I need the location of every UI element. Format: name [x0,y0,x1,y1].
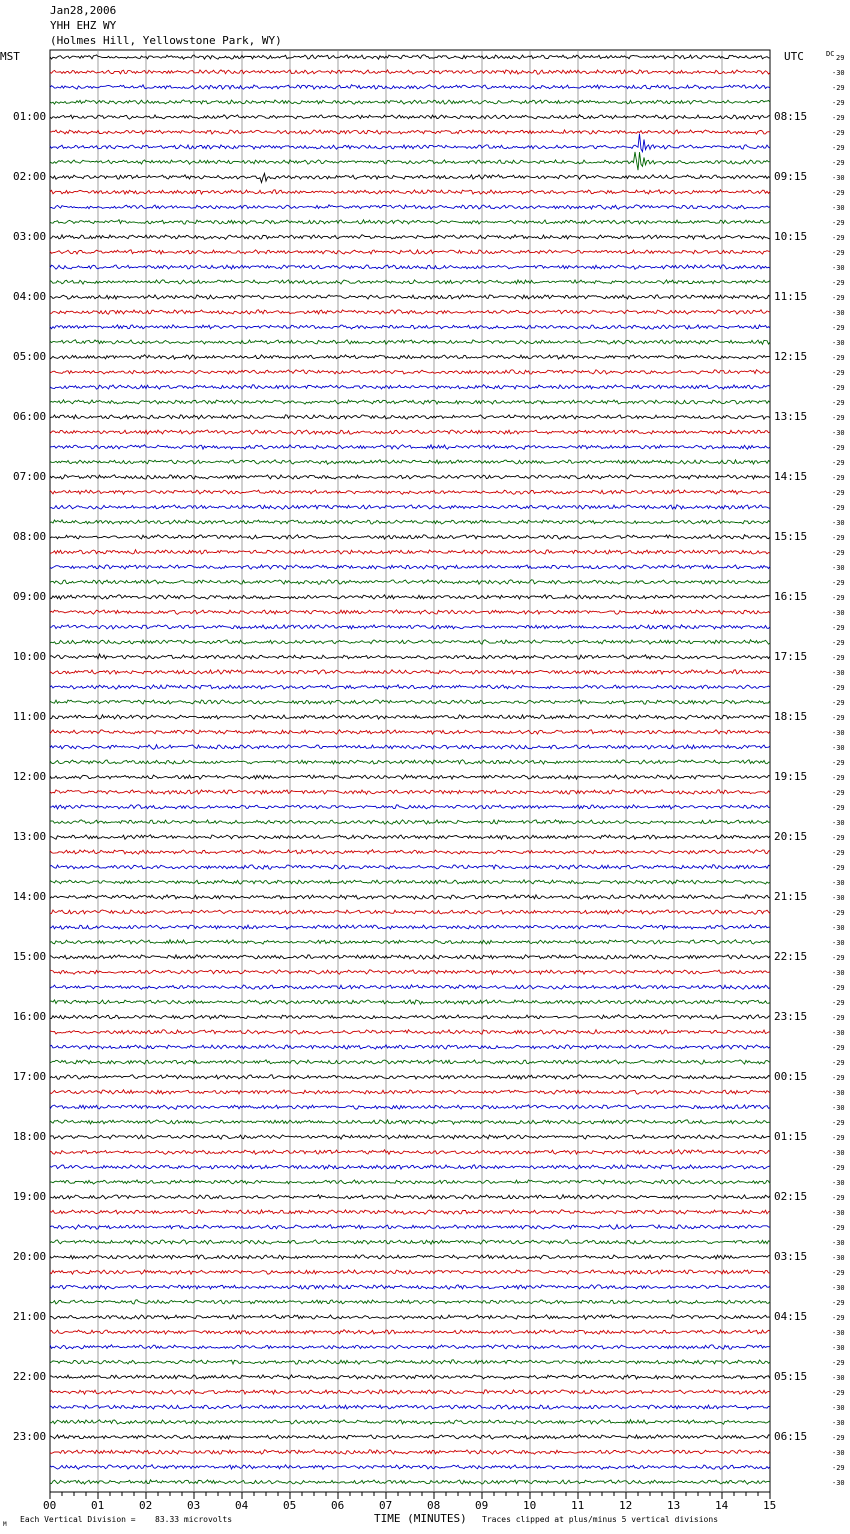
utc-hour-label: 01:15 [774,1130,808,1143]
dc-offset-label: -30 [832,1479,845,1487]
trace-row [50,1285,770,1289]
trace-row [50,220,770,224]
dc-offset-label: -29 [832,219,845,227]
x-tick-label: 08 [427,1499,441,1512]
dc-offset-label: -30 [832,1284,845,1292]
dc-offset-label: -30 [832,879,845,887]
right-axis-title: UTC [784,50,804,63]
dc-offset-label: -29 [832,129,845,137]
x-tick-label: 01 [91,1499,105,1512]
dc-offset-label: -29 [832,459,845,467]
dc-offset-label: -30 [832,609,845,617]
trace-row [50,490,770,494]
dc-offset-label: -29 [832,594,845,602]
trace-row [50,355,770,359]
trace-row [50,1375,770,1379]
dc-offset-label: -29 [832,159,845,167]
dc-offset-label: -29 [832,579,845,587]
trace-row [50,895,770,899]
trace-row [50,805,770,809]
trace-row [50,1300,770,1304]
trace-row [50,370,770,374]
dc-offset-label: -30 [832,264,845,272]
dc-offset-label: -29 [832,984,845,992]
mst-hour-label: 07:00 [13,470,47,483]
dc-offset-label: -30 [832,744,845,752]
dc-offset-label: -29 [832,624,845,632]
trace-row [50,505,770,510]
trace-row [50,985,770,990]
trace-row [50,1255,770,1259]
dc-offset-label: -30 [832,174,845,182]
dc-offset-label: -29 [832,1224,845,1232]
x-axis-title: TIME (MINUTES) [374,1512,467,1525]
trace-row [50,835,770,840]
dc-offset-label: -29 [832,399,845,407]
dc-offset-label: -30 [832,1149,845,1157]
mst-hour-label: 17:00 [13,1070,47,1083]
trace-row [50,1315,770,1320]
mst-hour-label: 12:00 [13,770,47,783]
trace-row [50,940,770,944]
dc-offset-label: -29 [832,444,845,452]
mst-hour-label: 08:00 [13,530,47,543]
trace-row [50,460,770,465]
trace-row [50,850,770,854]
trace-row [50,1360,770,1364]
dc-offset-label: -29 [832,1119,845,1127]
dc-offset-label: 29 [836,54,845,62]
mst-hour-label: 02:00 [13,170,47,183]
trace-row [50,1225,770,1230]
trace-row [50,1345,770,1349]
dc-offset-label: -29 [832,639,845,647]
trace-row [50,134,770,152]
dc-offset-label: -29 [832,1434,845,1442]
utc-hour-label: 15:15 [774,530,808,543]
trace-row [50,1150,770,1155]
dc-offset-label: -30 [832,1419,845,1427]
trace-row [50,1180,770,1184]
x-tick-label: 12 [619,1499,633,1512]
scale-prefix: Each Vertical Division = [20,1515,136,1524]
trace-row [50,880,770,884]
trace-row [50,1090,770,1094]
trace-row [50,190,770,194]
dc-offset-label: -29 [832,804,845,812]
dc-offset-label: -30 [832,1239,845,1247]
trace-row [50,1045,770,1049]
utc-hour-label: 22:15 [774,950,808,963]
mst-hour-label: 22:00 [13,1370,47,1383]
dc-offset-label: -30 [832,339,845,347]
x-tick-label: 15 [763,1499,777,1512]
dc-offset-label: -29 [832,1299,845,1307]
trace-row [50,55,770,59]
dc-offset-label: -29 [832,759,845,767]
utc-hour-label: 09:15 [774,170,808,183]
trace-row [50,205,770,209]
dc-offset-label: -29 [832,684,845,692]
dc-offset-label: -29 [832,354,845,362]
mst-hour-label: 23:00 [13,1430,47,1443]
dc-offset-label: -29 [832,1389,845,1397]
dc-offset-label: -29 [832,1359,845,1367]
x-tick-label: 05 [283,1499,297,1512]
trace-row [50,265,770,269]
dc-offset-label: -29 [832,279,845,287]
dc-offset-label: -30 [832,564,845,572]
plot-date: Jan28,2006 [50,4,117,17]
trace-row [50,400,770,404]
trace-row [50,820,770,824]
trace-row [50,70,770,74]
dc-offset-label: -29 [832,114,845,122]
utc-hour-label: 13:15 [774,410,808,423]
trace-row [50,173,770,182]
mst-hour-label: 15:00 [13,950,47,963]
dc-offset-label: -29 [832,864,845,872]
trace-row [50,970,770,974]
mst-hour-label: 20:00 [13,1250,47,1263]
dc-offset-label: -29 [832,249,845,257]
trace-row [50,130,770,134]
utc-hour-label: 18:15 [774,710,808,723]
utc-hour-label: 12:15 [774,350,808,363]
dc-offset-label: -29 [832,414,845,422]
mst-hour-label: 06:00 [13,410,47,423]
trace-row [50,250,770,254]
mst-hour-label: 10:00 [13,650,47,663]
x-tick-label: 09 [475,1499,489,1512]
dc-offset-label: -29 [832,1314,845,1322]
dc-offset-label: -30 [832,1104,845,1112]
dc-offset-label: -29 [832,99,845,107]
dc-offset-label: -30 [832,1254,845,1262]
dc-offset-label: -29 [832,789,845,797]
trace-row [50,1480,770,1484]
x-tick-label: 03 [187,1499,201,1512]
dc-offset-label: -29 [832,1014,845,1022]
dc-offset-label: -30 [832,1329,845,1337]
trace-row [50,1330,770,1335]
trace-row [50,535,770,540]
trace-row [50,1390,770,1394]
dc-offset-label: -29 [832,489,845,497]
trace-row [50,685,770,690]
dc-offset-label: -29 [832,849,845,857]
trace-row [50,595,770,599]
trace-row [50,1195,770,1199]
trace-row [50,610,770,615]
trace-row [50,1120,770,1124]
dc-offset-label: -30 [832,429,845,437]
trace-row [50,1015,770,1019]
trace-row [50,1060,770,1064]
trace-row [50,1135,770,1139]
trace-row [50,1000,770,1004]
dc-offset-label: -29 [832,774,845,782]
scale-value: 83.33 microvolts [155,1515,233,1524]
dc-offset-label: -30 [832,519,845,527]
trace-row [50,910,770,914]
trace-row [50,152,770,170]
mst-hour-label: 04:00 [13,290,47,303]
dc-offset-label: -30 [832,1089,845,1097]
dc-offset-label: -29 [832,144,845,152]
left-axis-title: MST [0,50,20,63]
utc-hour-label: 23:15 [774,1010,808,1023]
dc-offset-label: -29 [832,534,845,542]
mst-hour-label: 09:00 [13,590,47,603]
utc-hour-label: 06:15 [774,1430,808,1443]
x-tick-label: 13 [667,1499,681,1512]
trace-row [50,1165,770,1169]
trace-row [50,730,770,734]
trace-row [50,280,770,284]
dc-offset-label: -29 [832,84,845,92]
trace-row [50,1435,770,1439]
dc-offset-label: -30 [832,729,845,737]
trace-row [50,1240,770,1244]
dc-offset-label: -29 [832,699,845,707]
utc-hour-label: 16:15 [774,590,808,603]
dc-offset-label: -29 [832,474,845,482]
dc-offset-label: -29 [832,1194,845,1202]
dc-offset-label: -30 [832,1179,845,1187]
corner-mark: M [3,1521,7,1528]
dc-offset-label: -29 [832,504,845,512]
trace-row [50,1450,770,1455]
trace-row [50,565,770,569]
trace-row [50,790,770,795]
dc-offset-label: -29 [832,1059,845,1067]
utc-hour-label: 05:15 [774,1370,808,1383]
trace-row [50,475,770,479]
dc-offset-label: -29 [832,1134,845,1142]
dc-offset-label: -30 [832,1449,845,1457]
mst-hour-label: 14:00 [13,890,47,903]
trace-row [50,1270,770,1274]
trace-row [50,1030,770,1035]
mst-hour-label: 11:00 [13,710,47,723]
mst-hour-label: 19:00 [13,1190,47,1203]
trace-row [50,1210,770,1214]
dc-offset-label: -30 [832,969,845,977]
trace-row [50,1405,770,1409]
x-tick-label: 04 [235,1499,249,1512]
trace-row [50,955,770,959]
dc-offset-label: -30 [832,1404,845,1412]
utc-hour-label: 11:15 [774,290,808,303]
trace-row [50,640,770,645]
utc-hour-label: 04:15 [774,1310,808,1323]
utc-hour-label: 10:15 [774,230,808,243]
station-location: (Holmes Hill, Yellowstone Park, WY) [50,34,282,47]
dc-offset-label: -30 [832,669,845,677]
utc-hour-label: 21:15 [774,890,808,903]
dc-offset-label: -29 [832,234,845,242]
trace-row [50,385,770,389]
station-code: YHH EHZ WY [50,19,117,32]
x-tick-label: 00 [43,1499,57,1512]
x-tick-label: 10 [523,1499,537,1512]
mst-hour-label: 13:00 [13,830,47,843]
dc-offset-label: -29 [832,1044,845,1052]
trace-row [50,625,770,629]
trace-row [50,715,770,720]
dc-offset-label: -29 [832,324,845,332]
utc-hour-label: 19:15 [774,770,808,783]
x-tick-label: 02 [139,1499,153,1512]
trace-row [50,1465,770,1470]
trace-row [50,415,770,419]
clip-note: Traces clipped at plus/minus 5 vertical divisions [482,1515,719,1524]
dc-offset-label: -29 [832,294,845,302]
trace-row [50,340,770,345]
trace-row [50,115,770,119]
mst-hour-label: 01:00 [13,110,47,123]
dc-offset-label: -29 [832,384,845,392]
trace-row [50,760,770,764]
trace-row [50,550,770,554]
trace-row [50,700,770,704]
trace-row [50,745,770,750]
dc-offset-label: -29 [832,1074,845,1082]
x-tick-label: 11 [571,1499,585,1512]
mst-hour-label: 05:00 [13,350,47,363]
trace-row [50,310,770,314]
dc-offset-label: -30 [832,894,845,902]
trace-row [50,100,770,104]
x-tick-label: 07 [379,1499,393,1512]
dc-offset-label: -29 [832,549,845,557]
trace-row [50,654,770,659]
trace-row [50,925,770,929]
dc-offset-label: -29 [832,909,845,917]
dc-offset-label: -30 [832,939,845,947]
dc-offset-label: -29 [832,714,845,722]
trace-row [50,670,770,674]
x-tick-label: 06 [331,1499,345,1512]
dc-offset-label: -29 [832,1164,845,1172]
trace-row [50,580,770,585]
trace-row [50,85,770,90]
dc-offset-label: -30 [832,69,845,77]
dc-offset-label: -29 [832,369,845,377]
dc-offset-label: -29 [832,954,845,962]
trace-row [50,775,770,779]
mst-hour-label: 03:00 [13,230,47,243]
utc-hour-label: 14:15 [774,470,808,483]
trace-row [50,235,770,240]
utc-hour-label: 03:15 [774,1250,808,1263]
utc-hour-label: 17:15 [774,650,808,663]
mst-hour-label: 18:00 [13,1130,47,1143]
dc-offset-label: -30 [832,1374,845,1382]
dc-offset-label: -29 [832,1464,845,1472]
dc-offset-label: -29 [832,654,845,662]
dc-offset-label: -29 [832,834,845,842]
dc-offset-label: -29 [832,189,845,197]
trace-row [50,520,770,524]
dc-label: DC [826,50,835,58]
trace-row [50,445,770,450]
utc-hour-label: 20:15 [774,830,808,843]
trace-row [50,865,770,870]
trace-row [50,430,770,434]
trace-row [50,1105,770,1109]
trace-row [50,325,770,329]
dc-offset-label: -29 [832,999,845,1007]
trace-row [50,295,770,299]
trace-row [50,1420,770,1425]
dc-offset-label: -30 [832,1209,845,1217]
dc-offset-label: -30 [832,309,845,317]
trace-row [50,1075,770,1080]
utc-hour-label: 02:15 [774,1190,808,1203]
dc-offset-label: -29 [832,1269,845,1277]
dc-offset-label: -30 [832,1029,845,1037]
dc-offset-label: -30 [832,924,845,932]
dc-offset-label: -30 [832,204,845,212]
mst-hour-label: 16:00 [13,1010,47,1023]
utc-hour-label: 00:15 [774,1070,808,1083]
utc-hour-label: 08:15 [774,110,808,123]
dc-offset-label: -30 [832,819,845,827]
x-tick-label: 14 [715,1499,729,1512]
dc-offset-label: -30 [832,1344,845,1352]
mst-hour-label: 21:00 [13,1310,47,1323]
